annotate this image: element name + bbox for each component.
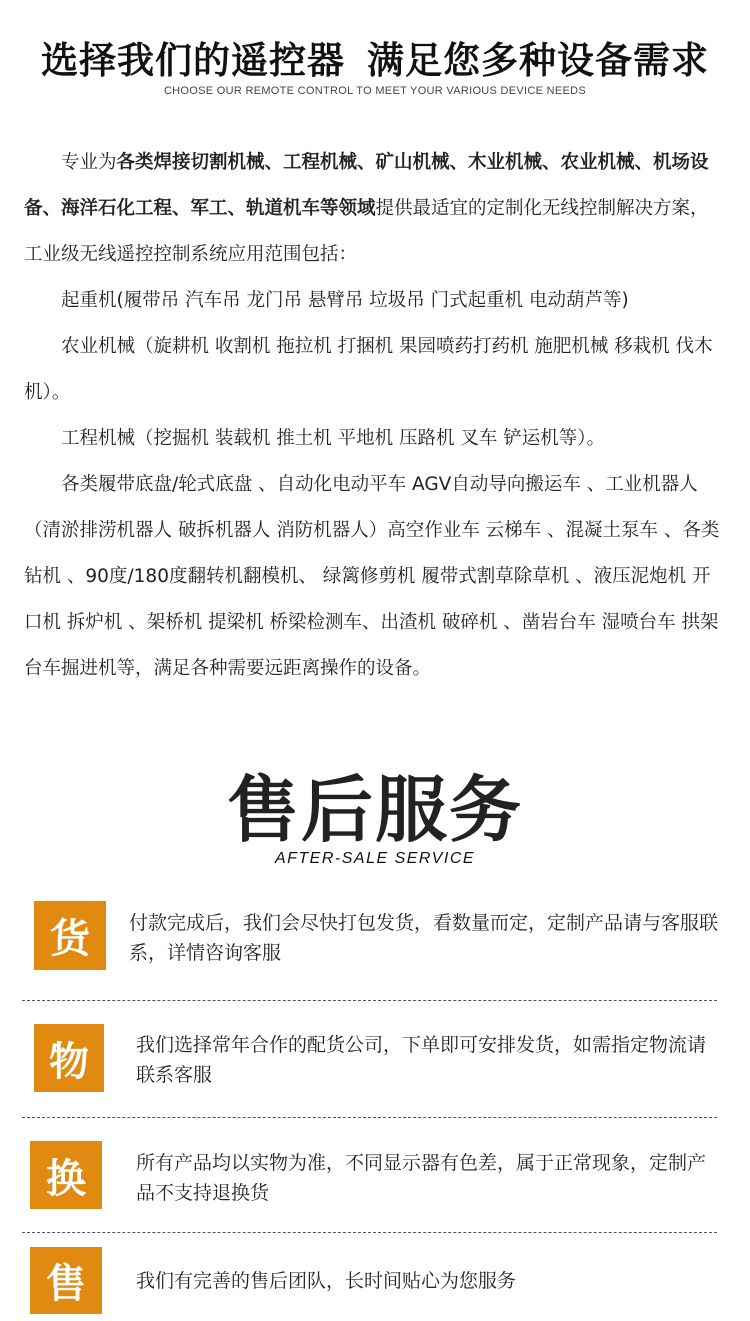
intro-p1-suffix: 提供最适宜的定制化无线控制解决方案， 工业级无线遥控控制系统应用范围包括： [24,198,709,265]
intro-paragraph-2: 起重机(履带吊 汽车吊 龙门吊 悬臂吊 垃圾吊 门式起重机 电动葫芦等) [61,290,629,311]
divider [22,1117,717,1118]
intro-p1-prefix: 专业为 [61,152,117,173]
delivery-text: 付款完成后，我们会尽快打包发货，看数量而定，定制产品请与客服联系，详情咨询客服 [129,912,719,964]
divider [22,1000,717,1001]
intro-paragraph-5: 各类履带底盘/轮式底盘 、自动化电动平车 AGV自动导向搬运车 、工业机器人（清淤排涝机器人 破拆机器人 消防机器人）高空作业车 云梯车 、混凝土泵车 、各类钻机 、90度/180度翻转机翻模机、 绿篱修剪机 履带式割草除草机 、液压泥炮机 开口机 拆炉机 、架桥机 提梁机 桥梁检测车、出渣机 破碎机 、凿岩台车 湿喷台车 拱架台车掘进机等，满足各种需要远距离操作的设备。 [24,474,720,679]
after-sale-text: 我们有完善的售后团队，长时间贴心为您服务 [136,1270,517,1292]
exchange-text: 所有产品均以实物为准，不同显示器有色差，属于正常现象，定制产品不支持退换货 [136,1152,707,1204]
page-subtitle: CHOOSE OUR REMOTE CONTROL TO MEET YOUR VARIOUS DEVICE NEEDS [163,85,587,97]
intro-paragraph-4: 工程机械（挖掘机 装载机 推土机 平地机 压路机 叉车 铲运机等）。 [61,428,606,449]
title-part-1: 选择我们的遥控器 [41,39,345,82]
logistics-badge: 物 [34,1024,104,1092]
after-sale-badge: 售 [30,1247,102,1314]
service-title: 售后服务 [226,768,523,852]
page-title [0,30,750,84]
intro-text [24,140,724,692]
exchange-badge: 换 [30,1141,102,1209]
intro-p1-bold: 各类焊接切割机械、工程机械、矿山机械、木业机械、农业机械、机场设备、海洋石化工程、军工、轨道机车等领域 [24,152,709,219]
divider [22,1232,717,1233]
logistics-text: 我们选择常年合作的配货公司，下单即可安排发货，如需指定物流请联系客服 [136,1034,707,1086]
delivery-badge: 货 [34,901,106,970]
service-subtitle: AFTER-SALE SERVICE [274,850,476,867]
intro-paragraph-1 [24,140,724,278]
title-part-2: 满足您多种设备需求 [367,39,709,82]
intro-paragraph-3: 农业机械（旋耕机 收割机 拖拉机 打捆机 果园喷药打药机 施肥机械 移栽机 伐木机）。 [24,336,713,403]
